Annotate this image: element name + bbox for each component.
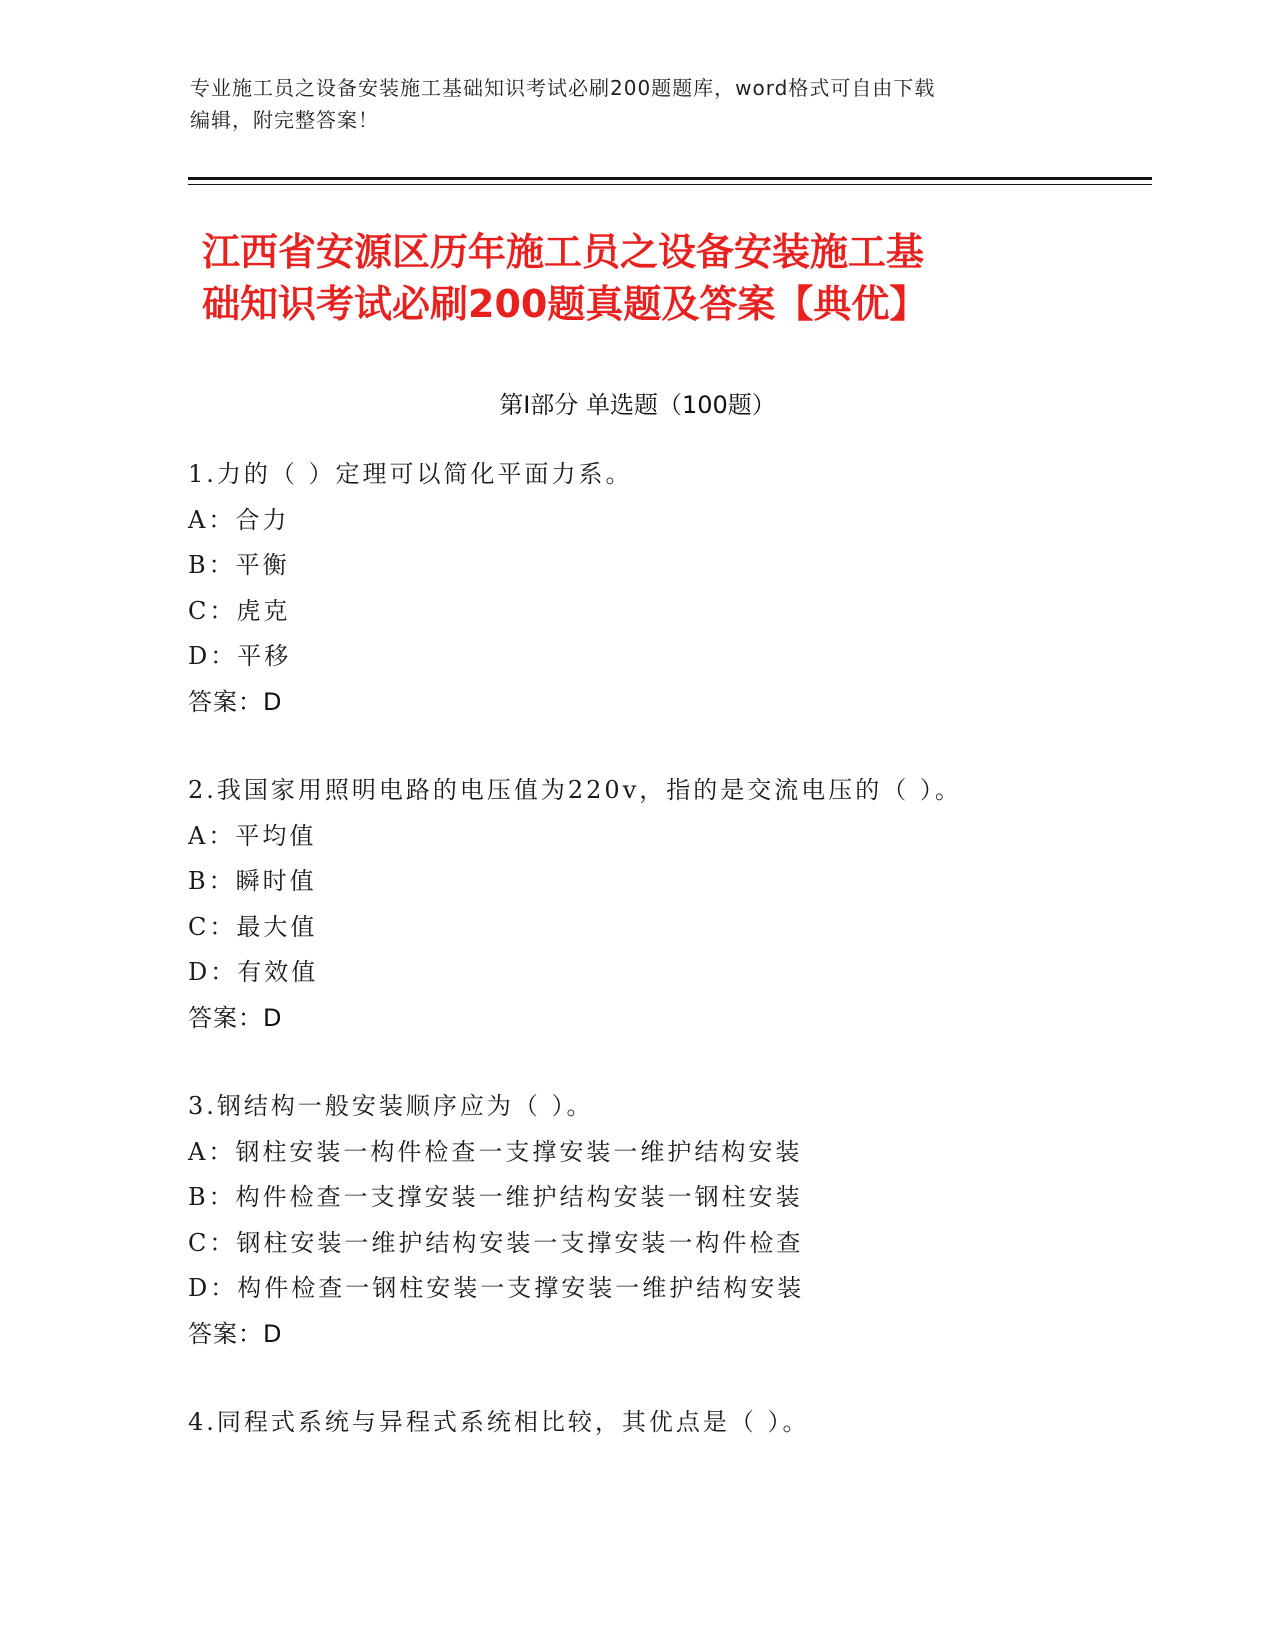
question-3 [188, 1084, 1168, 1358]
answer: 答案：D [188, 1003, 283, 1032]
option-c: C：钢柱安装一维护结构安装一支撑安装一构件检查 [188, 1228, 804, 1257]
document-title [202, 226, 1102, 330]
option-c: C：虎克 [188, 596, 291, 625]
option-b: B：构件检查一支撑安装一维护结构安装一钢柱安装 [188, 1183, 803, 1212]
question-4 [188, 1400, 1168, 1446]
option-d: D：构件检查一钢柱安装一支撑安装一维护结构安装 [188, 1274, 805, 1303]
document-title-line-1: 江西省安源区历年施工员之设备安装施工基 [202, 230, 925, 274]
question-stem: 3.钢结构一般安装顺序应为（ ）。 [188, 1092, 594, 1120]
question-1 [188, 452, 1168, 726]
header-note-line-2: 编辑，附完整答案！ [190, 108, 379, 132]
header-rule-thick [188, 177, 1152, 180]
question-2 [188, 768, 1168, 1042]
header-note [190, 72, 1070, 136]
option-b: B：平衡 [188, 551, 290, 580]
option-d: D：平移 [188, 642, 292, 671]
header-rule-thin [188, 184, 1152, 185]
question-stem: 1.力的（ ）定理可以简化平面力系。 [188, 460, 633, 488]
header-note-line-1: 专业施工员之设备安装施工基础知识考试必刷200题题库，word格式可自由下载 [190, 76, 936, 100]
section-title: 第Ⅰ部分 单选题（100题） [499, 391, 776, 419]
option-c: C：最大值 [188, 912, 318, 941]
option-b: B：瞬时值 [188, 867, 317, 896]
answer: 答案：D [188, 1319, 283, 1348]
option-a: A：合力 [188, 505, 290, 534]
option-a: A：钢柱安装一构件检查一支撑安装一维护结构安装 [188, 1137, 803, 1166]
document-title-line-2: 础知识考试必刷200题真题及答案【典优】 [202, 282, 928, 326]
question-stem: 4.同程式系统与异程式系统相比较，其优点是（ ）。 [188, 1408, 810, 1436]
option-a: A：平均值 [188, 821, 317, 850]
question-stem: 2.我国家用照明电路的电压值为220v，指的是交流电压的（ ）。 [188, 776, 962, 804]
option-d: D：有效值 [188, 958, 319, 987]
answer: 答案：D [188, 687, 283, 716]
